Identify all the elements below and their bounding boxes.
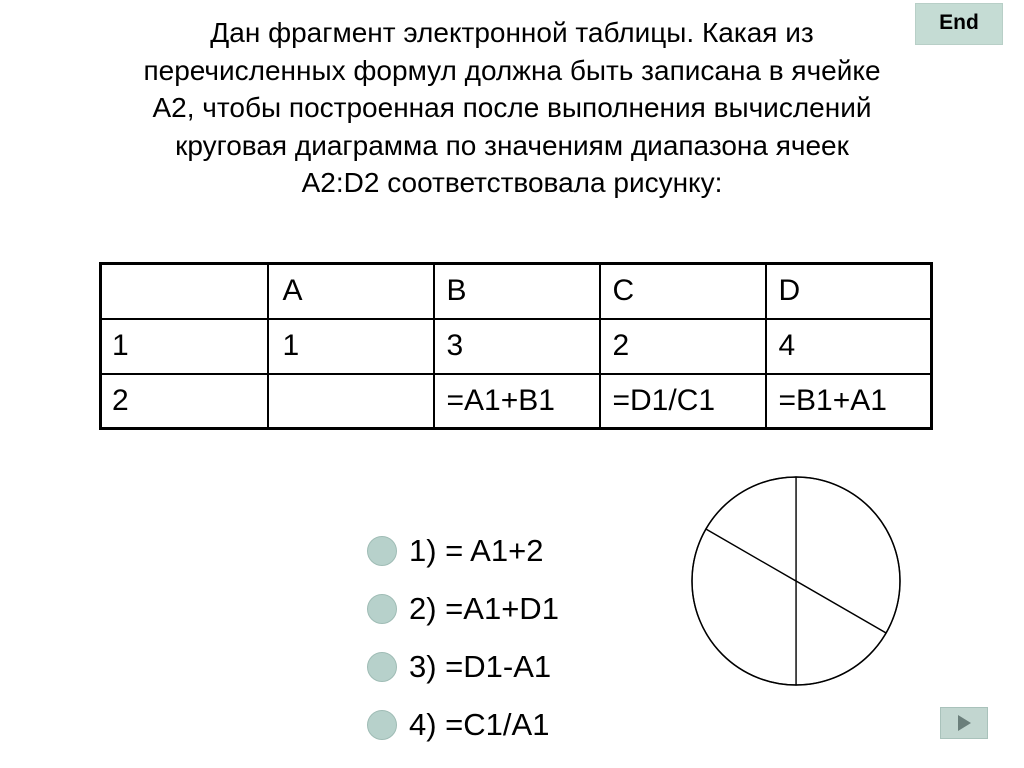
pie-chart — [688, 473, 904, 689]
play-arrow-icon — [941, 708, 987, 738]
question-text — [40, 14, 984, 202]
column-header-a: A — [268, 264, 434, 319]
row-header: 1 — [101, 319, 268, 374]
cell-a2 — [268, 374, 434, 429]
table-header-row — [101, 264, 932, 319]
question-line: A2:D2 соответствовала рисунку: — [301, 167, 723, 198]
corner-cell — [101, 264, 268, 319]
option-label: 1) = A1+2 — [409, 533, 544, 568]
question-line: A2, чтобы построенная после выполнения вычислений — [152, 92, 872, 123]
next-button[interactable] — [940, 707, 988, 739]
question-line: круговая диаграмма по значениям диапазона ячеек — [175, 129, 849, 161]
answer-option-4[interactable] — [367, 696, 559, 754]
column-header-d: D — [766, 264, 932, 319]
end-button[interactable]: End — [915, 3, 1003, 45]
cell-b2: =A1+B1 — [434, 374, 600, 429]
option-label: 4) =C1/A1 — [409, 707, 550, 742]
row-header: 2 — [101, 374, 268, 429]
cell-c2: =D1/C1 — [600, 374, 766, 429]
answer-option-3[interactable] — [367, 638, 559, 696]
question-line: перечисленных формул должна быть записана в ячейке — [143, 54, 881, 86]
option-label: 3) =D1-A1 — [409, 649, 552, 684]
table-row — [101, 319, 932, 374]
cell-a1: 1 — [268, 319, 434, 374]
answer-options — [367, 522, 559, 754]
cell-c1: 2 — [600, 319, 766, 374]
cell-d1: 4 — [766, 319, 932, 374]
radio-button[interactable] — [367, 652, 397, 682]
table-row — [101, 374, 932, 429]
cell-b1: 3 — [434, 319, 600, 374]
radio-button[interactable] — [367, 536, 397, 566]
radio-button[interactable] — [367, 594, 397, 624]
cell-d2: =B1+A1 — [766, 374, 932, 429]
option-label: 2) =A1+D1 — [409, 591, 559, 626]
column-header-c: C — [600, 264, 766, 319]
question-line: Дан фрагмент электронной таблицы. Какая из — [210, 17, 814, 48]
column-header-b: B — [434, 264, 600, 319]
answer-option-1[interactable] — [367, 522, 559, 580]
answer-option-2[interactable] — [367, 580, 559, 638]
radio-button[interactable] — [367, 710, 397, 740]
spreadsheet-table — [99, 262, 933, 430]
